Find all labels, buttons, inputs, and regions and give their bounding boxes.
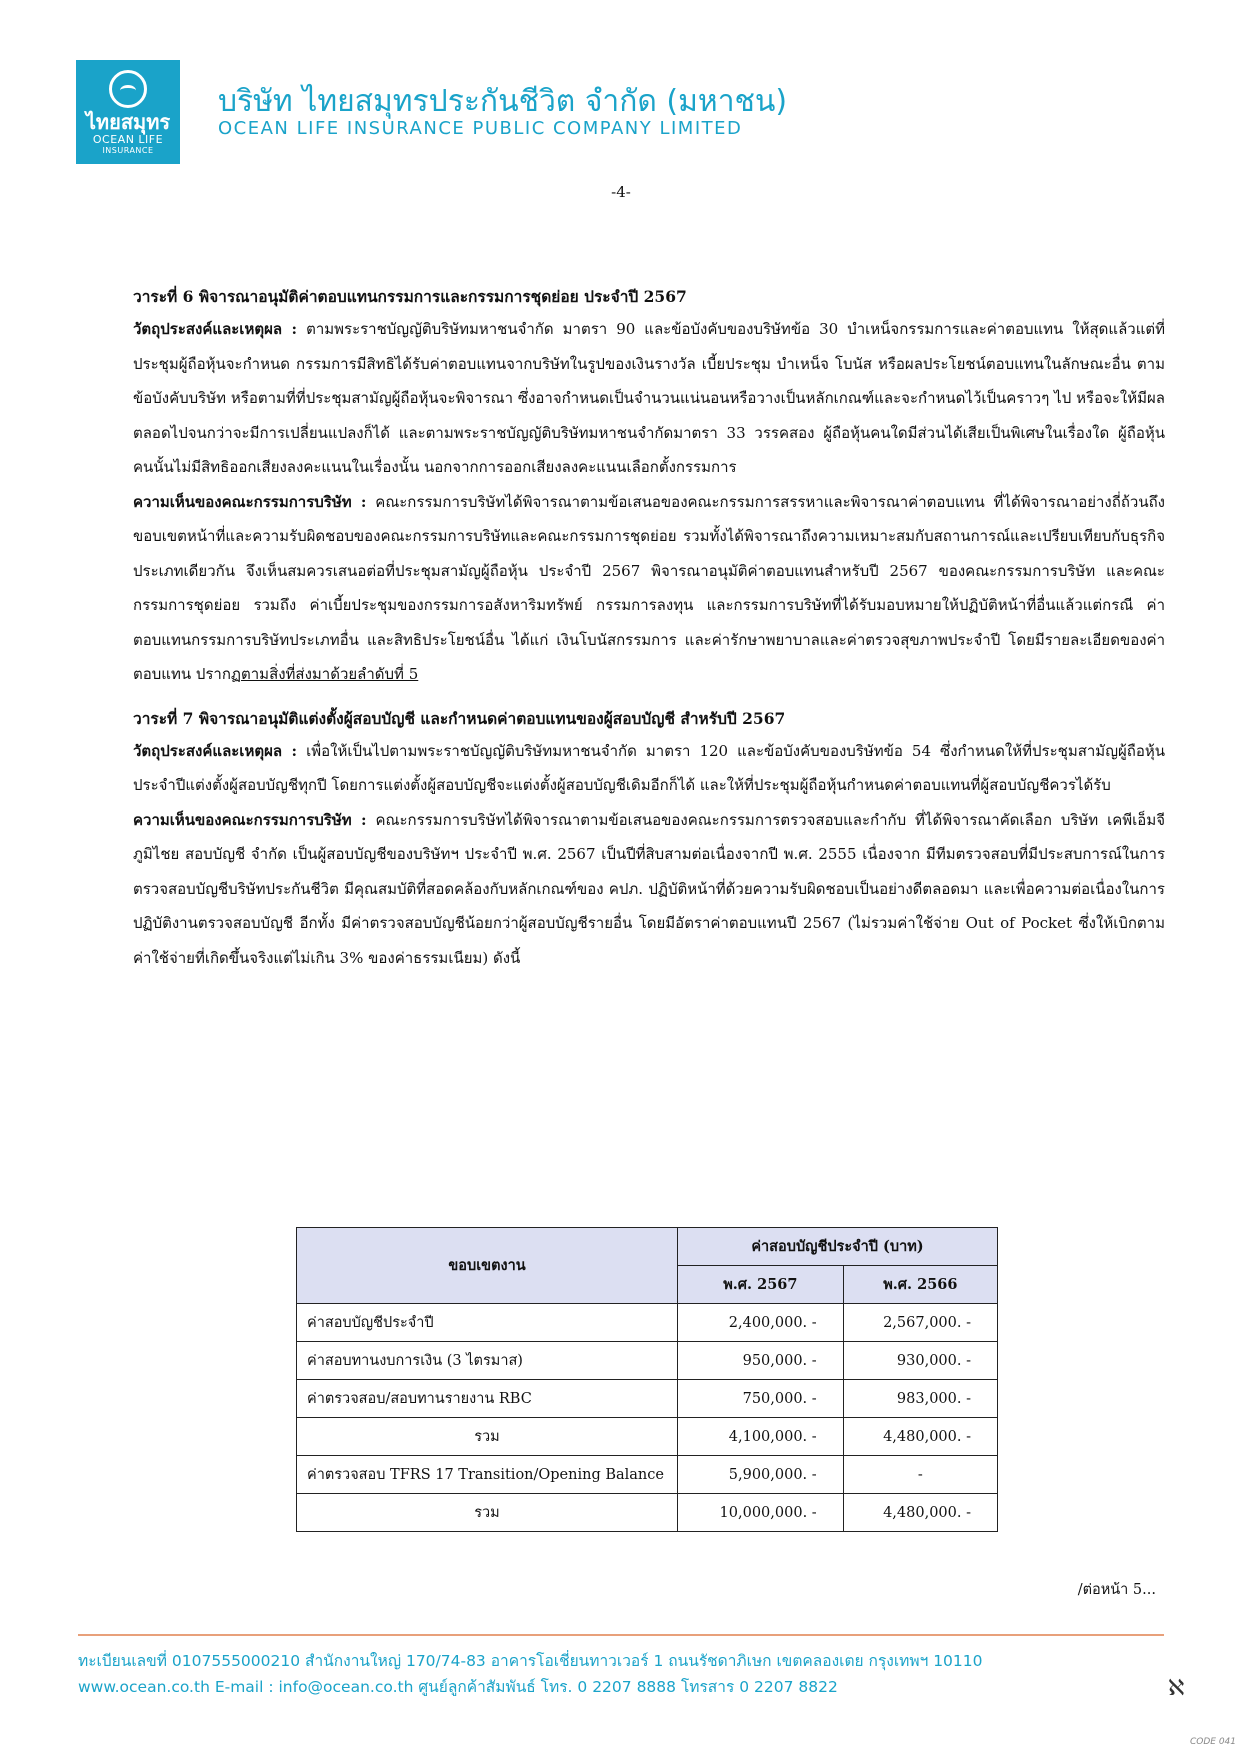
footer-address: ทะเบียนเลขที่ 0107555000210 สำนักงานใหญ่ 170/74-83 อาคารโอเชี่ยนทาวเวอร์ 1 ถนนรัชดาภิเษก เขตคลองเตย กรุงเทพฯ 10110 xyxy=(78,1652,983,1670)
company-name-th: บริษัท ไทยสมุทรประกันชีวิต จำกัด (มหาชน) xyxy=(218,84,788,119)
letterhead xyxy=(76,60,1076,170)
continue-note: /ต่อหน้า 5... xyxy=(1077,1582,1156,1598)
agenda-7-objective-label: วัตถุประสงค์และเหตุผล : xyxy=(133,741,298,760)
footer-contact: www.ocean.co.th E-mail : info@ocean.co.th ศูนย์ลูกค้าสัมพันธ์ โทร. 0 2207 8888 โทรสาร 0 2207 8822 xyxy=(78,1678,838,1696)
agenda-6-opinion-text: คณะกรรมการบริษัทได้พิจารณาตามข้อเสนอของคณะกรรมการสรรหาและพิจารณาค่าตอบแทน ที่ได้พิจารณาอย่างถี่ถ้วนถึงขอบเขตหน้าที่และความรับผิดชอบของคณะกรรมการบริษัทและคณะกรรมการชุดย่อย รวมทั้งได้พิจารณาถึงความเหมาะสมกับสถานการณ์และเปรียบเทียบกับธุรกิจประเภทเดียวกัน จึงเห็นสมควรเสนอต่อที่ประชุมสามัญผู้ถือหุ้น ประจำปี 2567 พิจารณาอนุมัติค่าตอบแทนสำหรับปี 2567 ของคณะกรรมการบริษัท และคณะกรรมการชุดย่อย รวมถึง ค่าเบี้ยประชุมของกรรมการอสังหาริมทรัพย์ กรรมการลงทุน และกรรมการบริษัทที่ได้รับมอบหมายให้ปฏิบัติหน้าที่อื่นแล้วแต่กรณี ค่าตอบแทนกรรมการบริษัทประเภทอื่น และสิทธิประโยชน์อื่น ได้แก่ เงินโบนัสกรรมการ และค่ารักษาพยาบาลและค่าตรวจสุขภาพประจำปี โดยมีรายละเอียดของค่าตอบแทน ปรากฏ xyxy=(133,492,1165,683)
agenda-7-objective-text: เพื่อให้เป็นไปตามพระราชบัญญัติบริษัทมหาชนจำกัด มาตรา 120 และข้อบังคับของบริษัทข้อ 54 ซึ่งกำหนดให้ที่ประชุมสามัญผู้ถือหุ้นประจำปีแต่งตั้งผู้สอบบัญชีทุกปี โดยการแต่งตั้งผู้สอบบัญชีจะแต่งตั้งผู้สอบบัญชีเดิมอีกก็ได้ และให้ที่ประชุมผู้ถือหุ้นกำหนดค่าตอบแทนที่ผู้สอบบัญชีควรได้รับ xyxy=(133,741,1165,794)
year-2567-header: พ.ศ. 2567 xyxy=(678,1266,844,1304)
page-number: -4- xyxy=(611,183,631,201)
row-label: ค่าตรวจสอบ/สอบทานรายงาน RBC xyxy=(297,1380,678,1418)
fee-2567: 950,000. - xyxy=(678,1342,844,1380)
agenda-6-opinion-label: ความเห็นของคณะกรรมการบริษัท : xyxy=(133,492,367,511)
table-row xyxy=(297,1456,998,1494)
audit-fee-table xyxy=(296,1227,998,1532)
fee-2566: 4,480,000. - xyxy=(843,1494,997,1532)
year-2566-header: พ.ศ. 2566 xyxy=(843,1266,997,1304)
agenda-7-opinion xyxy=(133,803,1165,976)
document-body xyxy=(133,282,1165,975)
fee-2566: 2,567,000. - xyxy=(843,1304,997,1342)
scope-header: ขอบเขตงาน xyxy=(297,1228,678,1304)
fee-2567: 5,900,000. - xyxy=(678,1456,844,1494)
logo-text-th: ไทยสมุทร xyxy=(85,110,171,134)
agenda-7-objective xyxy=(133,734,1165,803)
agenda-6-title: วาระที่ 6 พิจารณาอนุมัติค่าตอบแทนกรรมการและกรรมการชุดย่อย ประจำปี 2567 xyxy=(133,287,687,306)
logo-text-en: OCEAN LIFE xyxy=(92,133,164,146)
section-gap xyxy=(133,692,1165,704)
table-row xyxy=(297,1304,998,1342)
table-row xyxy=(297,1380,998,1418)
table-row xyxy=(297,1342,998,1380)
fee-2566: 983,000. - xyxy=(843,1380,997,1418)
row-label: ค่าตรวจสอบ TFRS 17 Transition/Opening Balance xyxy=(297,1456,678,1494)
agenda-6-objective xyxy=(133,312,1165,485)
table-header-row xyxy=(297,1228,998,1266)
annual-fee-header: ค่าสอบบัญชีประจำปี (บาท) xyxy=(678,1228,998,1266)
agenda-6-objective-label: วัตถุประสงค์และเหตุผล : xyxy=(133,320,298,338)
fee-2567: 2,400,000. - xyxy=(678,1304,844,1342)
agenda-7-opinion-text: คณะกรรมการบริษัทได้พิจารณาตามข้อเสนอของคณะกรรมการตรวจสอบและกำกับ ที่ได้พิจารณาคัดเลือก บริษัท เคพีเอ็มจี ภูมิไชย สอบบัญชี จำกัด เป็นผู้สอบบัญชีของบริษัทฯ ประจำปี พ.ศ. 2567 เป็นปีที่สิบสามต่อเนื่องจากปี พ.ศ. 2555 เนื่องจาก มีทีมตรวจสอบที่มีประสบการณ์ในการตรวจสอบบัญชีบริษัทประกันชีวิต มีคุณสมบัติที่สอดคล้องกับหลักเกณฑ์ของ คปภ. ปฏิบัติหน้าที่ด้วยความรับผิดชอบเป็นอย่างดีตลอดมา และเพื่อความต่อเนื่องในการปฏิบัติงานตรวจสอบบัญชี อีกทั้ง มีค่าตรวจสอบบัญชีน้อยกว่าผู้สอบบัญชีรายอื่น โดยมีอัตราค่าตอบแทนปี 2567 (ไม่รวมค่าใช้จ่าย Out of Pocket ซึ่งให้เบิกตามค่าใช้จ่ายที่เกิดขึ้นจริงแต่ไม่เกิน 3% ของค่าธรรมเนียม) ดังนี้ xyxy=(133,810,1165,967)
fee-2566: 930,000. - xyxy=(843,1342,997,1380)
company-logo xyxy=(76,60,180,164)
signature-initials: ℵ xyxy=(1168,1676,1185,1701)
fee-2566: - xyxy=(843,1456,997,1494)
company-name-en: OCEAN LIFE INSURANCE PUBLIC COMPANY LIMITED xyxy=(218,118,743,139)
document-code: CODE 041 xyxy=(1189,1737,1236,1747)
fee-2567: 750,000. - xyxy=(678,1380,844,1418)
fee-2567: 4,100,000. - xyxy=(678,1418,844,1456)
footer xyxy=(78,1648,1178,1700)
fee-2567: 10,000,000. - xyxy=(678,1494,844,1532)
agenda-7-opinion-label: ความเห็นของคณะกรรมการบริษัท : xyxy=(133,810,367,829)
subtotal-row xyxy=(297,1418,998,1456)
row-label: รวม xyxy=(297,1494,678,1532)
logo-emblem-icon xyxy=(109,70,147,108)
logo-text-en2: INSURANCE xyxy=(102,146,154,155)
agenda-7-title: วาระที่ 7 พิจารณาอนุมัติแต่งตั้งผู้สอบบัญชี และกำหนดค่าตอบแทนของผู้สอบบัญชี สำหรับปี 2567 xyxy=(133,708,786,728)
row-label: รวม xyxy=(297,1418,678,1456)
fee-2566: 4,480,000. - xyxy=(843,1418,997,1456)
row-label: ค่าสอบบัญชีประจำปี xyxy=(297,1304,678,1342)
total-row xyxy=(297,1494,998,1532)
agenda-6-objective-text: ตามพระราชบัญญัติบริษัทมหาชนจำกัด มาตรา 90 และข้อบังคับของบริษัทข้อ 30 บำเหน็จกรรมการและค่าตอบแทน ให้สุดแล้วแต่ที่ประชุมผู้ถือหุ้นจะกำหนด กรรมการมีสิทธิได้รับค่าตอบแทนจากบริษัทในรูปของเงินรางวัล เบี้ยประชุม บำเหน็จ โบนัส หรือผลประโยชน์ตอบแทนในลักษณะอื่น ตามข้อบังคับบริษัท หรือตามที่ที่ประชุมสามัญผู้ถือหุ้นจะพิจารณา ซึ่งอาจกำหนดเป็นจำนวนแน่นอนหรือวางเป็นหลักเกณฑ์และจะกำหนดไว้เป็นคราวๆ ไป หรือจะให้มีผลตลอดไปจนกว่าจะมีการเปลี่ยนแปลงก็ได้ และตามพระราชบัญญัติบริษัทมหาชนจำกัดมาตรา 33 วรรคสอง ผู้ถือหุ้นคนใดมีส่วนได้เสียเป็นพิเศษในเรื่องใด ผู้ถือหุ้นคนนั้นไม่มีสิทธิออกเสียงลงคะแนนในเรื่องนั้น นอกจากการออกเสียงลงคะแนนเลือกตั้งกรรมการ xyxy=(133,320,1165,476)
row-label: ค่าสอบทานงบการเงิน (3 ไตรมาส) xyxy=(297,1342,678,1380)
footer-divider xyxy=(78,1634,1164,1636)
agenda-6-enclosure-ref: ตามสิ่งที่ส่งมาด้วยลำดับที่ 5 xyxy=(241,665,419,683)
agenda-6-opinion xyxy=(133,485,1165,692)
